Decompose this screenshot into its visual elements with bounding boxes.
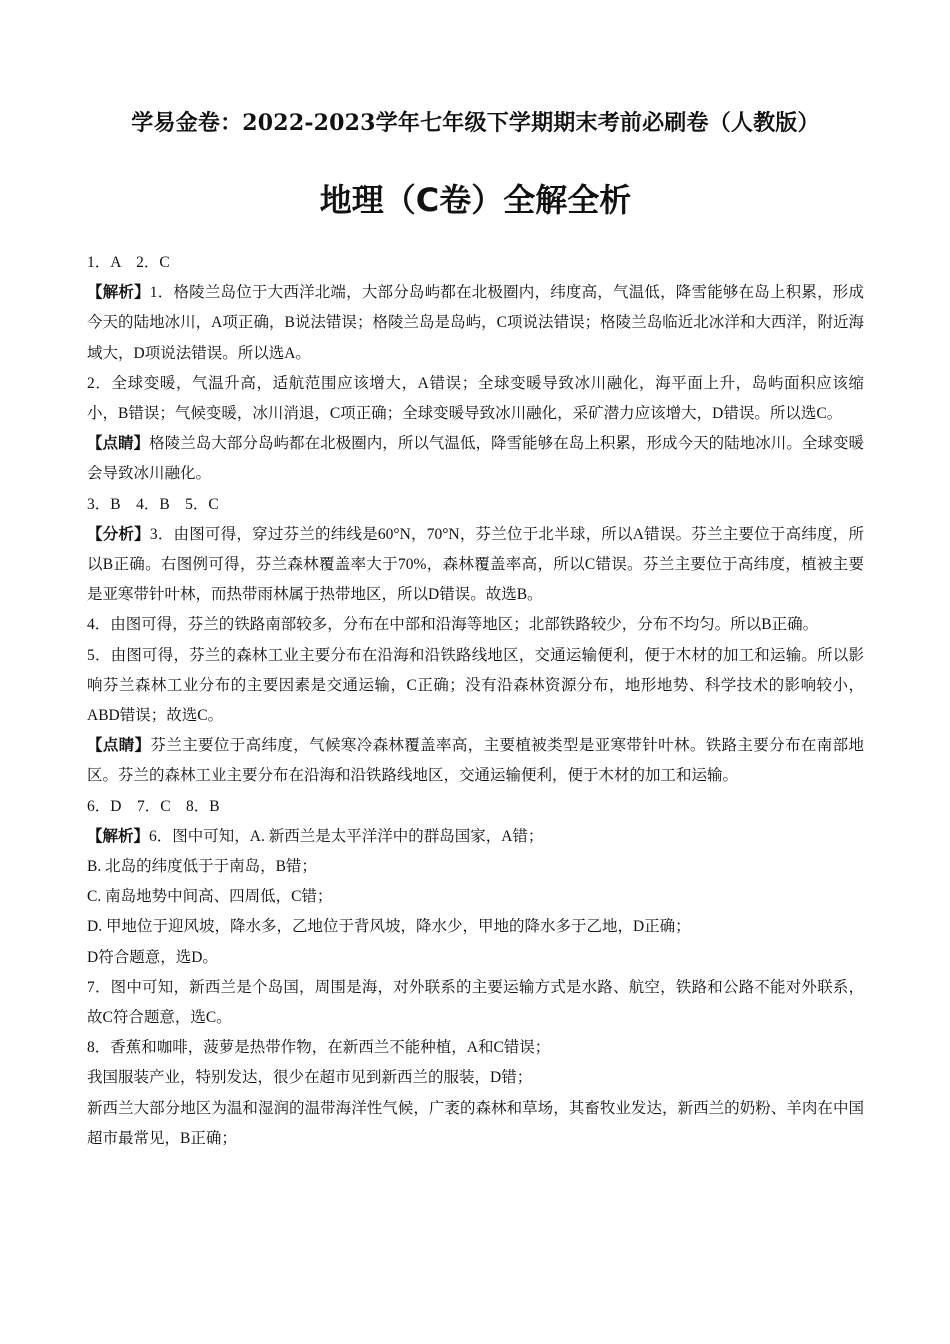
paragraph-text: 8．香蕉和咖啡，菠萝是热带作物，在新西兰不能种植，A和C错误； (87, 1039, 551, 1057)
paragraph-text: C. 南岛地势中间高、四周低，C错； (87, 888, 333, 906)
answer-paragraph (87, 1094, 864, 1154)
paragraph-text: 3．由图可得，穿过芬兰的纬线是60°N，70°N，芬兰位于北半球，所以A错误。芬兰主要位于高纬度，所以B正确。右图例可得，芬兰森林覆盖率大于70%，森林覆盖率高，所以C错误。芬兰主要位于高纬度，植被主要是亚寒带针叶林，而热带雨林属于热带地区，所以D错误。故选B。 (87, 525, 864, 604)
paragraph-text: 格陵兰岛大部分岛屿都在北极圈内，所以气温低，降雪能够在岛上积累，形成今天的陆地冰川。全球变暖会导致冰川融化。 (87, 435, 864, 483)
answer-paragraph (87, 852, 864, 882)
paragraph-text: B. 北岛的纬度低于于南岛，B错； (87, 858, 317, 876)
paragraph-text: 3．B 4．B 5．C (87, 495, 219, 513)
answer-paragraph (87, 278, 864, 369)
paragraph-tag: 【解析】 (87, 827, 150, 845)
paragraph-text: 芬兰主要位于高纬度，气候寒冷森林覆盖率高，主要植被类型是亚寒带针叶林。铁路主要分布在南部地区。芬兰的森林工业主要分布在沿海和沿铁路线地区，交通运输便利，便于木材的加工和运输。 (87, 737, 864, 785)
paragraph-text: 新西兰大部分地区为温和湿润的温带海洋性气候，广袤的森林和草场，其畜牧业发达，新西兰的奶粉、羊肉在中国超市最常见，B正确； (87, 1099, 864, 1147)
answer-paragraph (87, 610, 864, 640)
answer-paragraph (87, 641, 864, 732)
paragraph-text: 1．A 2．C (87, 254, 170, 271)
document-header-title: 学易金卷：2022-2023学年七年级下学期期末考前必刷卷（人教版） (131, 110, 820, 136)
paragraph-tag: 【点睛】 (87, 435, 150, 453)
paragraph-text: 1．格陵兰岛位于大西洋北端，大部分岛屿都在北极圈内，纬度高，气温低，降雪能够在岛上积累，形成今天的陆地冰川，A项正确，B说法错误；格陵兰岛是岛屿，C项说法错误；格陵兰岛临近北冰洋和大西洋，附近海域大，D项说法错误。所以选A。 (87, 284, 864, 362)
answer-paragraph (87, 369, 864, 429)
paragraph-text: 5．由图可得，芬兰的森林工业主要分布在沿海和沿铁路线地区，交通运输便利，便于木材的加工和运输。所以影响芬兰森林工业分布的主要因素是交通运输，C正确；没有沿森林资源分布，地形地势、科学技术的影响较小，ABD错误；故选C。 (87, 646, 864, 725)
document-main-title: 地理（C卷）全解全析 (319, 181, 632, 219)
answer-paragraph (87, 520, 864, 611)
answer-paragraph (87, 490, 864, 520)
paragraph-text: 我国服装产业，特别发达，很少在超市见到新西兰的服装，D错； (87, 1069, 533, 1087)
answer-paragraph (87, 248, 864, 278)
answer-paragraph (87, 731, 864, 791)
paragraph-text: 6．图中可知，A. 新西兰是太平洋洋中的群岛国家，A错； (149, 827, 544, 845)
paragraph-text: 6．D 7．C 8．B (87, 797, 220, 815)
paragraph-text: 7．图中可知，新西兰是个岛国，周围是海，对外联系的主要运输方式是水路、航空，铁路和公路不能对外联系，故C符合题意，选C。 (87, 978, 864, 1027)
paragraph-tag: 【分析】 (87, 525, 150, 543)
paragraph-text: D. 甲地位于迎风坡，降水多，乙地位于背风坡，降水少，甲地的降水多于乙地，D正确； (87, 918, 691, 936)
paragraph-text: 4．由图可得，芬兰的铁路南部较多，分布在中部和沿海等地区；北部铁路较少，分布不均匀。所以B正确。 (87, 616, 819, 634)
answer-paragraph (87, 1063, 864, 1093)
answer-paragraph (87, 912, 864, 942)
paragraph-text: D符合题意，选D。 (87, 948, 218, 966)
paragraph-text: 2．全球变暖，气温升高，适航范围应该增大，A错误；全球变暖导致冰川融化，海平面上升，岛屿面积应该缩小，B错误；气候变暖，冰川消退，C项正确；全球变暖导致冰川融化，采矿潜力应该增大，D错误。所以选C。 (87, 374, 864, 423)
answer-paragraph (87, 973, 864, 1033)
answer-paragraph (87, 792, 864, 822)
answer-paragraph (87, 943, 864, 973)
answer-paragraph (87, 429, 864, 489)
paragraph-tag: 【点睛】 (87, 737, 151, 755)
paragraph-tag: 【解析】 (87, 284, 150, 302)
answer-paragraph (87, 822, 864, 852)
answer-paragraph (87, 1033, 864, 1063)
answer-content (87, 248, 864, 1154)
answer-paragraph (87, 882, 864, 912)
